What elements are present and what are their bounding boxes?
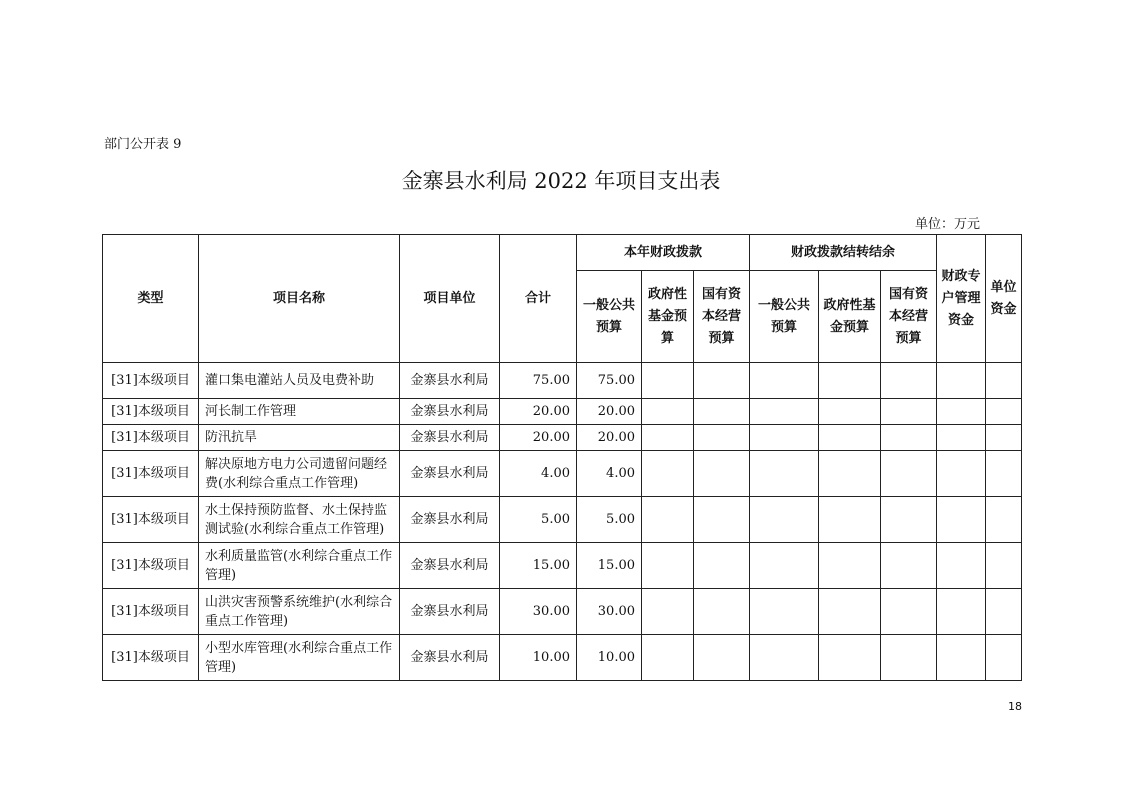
row-total: 5.00 [500, 497, 577, 543]
project-expenditure-table [102, 234, 1022, 681]
row-type: [31]本级项目 [103, 543, 199, 589]
row-general-public: 4.00 [577, 451, 642, 497]
row-general-public: 20.00 [577, 399, 642, 425]
row-project-unit: 金寨县水利局 [400, 363, 500, 399]
row-empty-cell [750, 635, 819, 681]
row-empty-cell [881, 425, 937, 451]
row-project-name: 小型水库管理(水利综合重点工作管理) [199, 635, 400, 681]
header-project-unit: 项目单位 [400, 235, 500, 363]
row-empty-cell [986, 589, 1022, 635]
row-empty-cell [819, 363, 881, 399]
header-carryover: 财政拨款结转结余 [750, 235, 937, 271]
header-type: 类型 [103, 235, 199, 363]
row-empty-cell [937, 451, 986, 497]
row-empty-cell [694, 399, 750, 425]
table-row [103, 363, 1022, 399]
row-empty-cell [819, 543, 881, 589]
row-empty-cell [937, 363, 986, 399]
row-project-unit: 金寨县水利局 [400, 425, 500, 451]
row-empty-cell [819, 589, 881, 635]
row-empty-cell [881, 363, 937, 399]
row-total: 4.00 [500, 451, 577, 497]
row-total: 20.00 [500, 425, 577, 451]
row-empty-cell [750, 589, 819, 635]
row-empty-cell [750, 425, 819, 451]
row-empty-cell [819, 635, 881, 681]
row-empty-cell [642, 589, 694, 635]
row-empty-cell [642, 399, 694, 425]
row-empty-cell [694, 425, 750, 451]
header-general-public-budget: 一般公共预算 [577, 271, 642, 363]
row-empty-cell [819, 497, 881, 543]
row-empty-cell [819, 425, 881, 451]
row-empty-cell [881, 543, 937, 589]
table-row [103, 543, 1022, 589]
row-type: [31]本级项目 [103, 363, 199, 399]
row-project-unit: 金寨县水利局 [400, 543, 500, 589]
row-general-public: 5.00 [577, 497, 642, 543]
row-empty-cell [642, 543, 694, 589]
row-type: [31]本级项目 [103, 497, 199, 543]
header-special-account-funds: 财政专户管理资金 [937, 235, 986, 363]
row-empty-cell [986, 399, 1022, 425]
row-total: 20.00 [500, 399, 577, 425]
row-general-public: 10.00 [577, 635, 642, 681]
row-empty-cell [750, 497, 819, 543]
row-empty-cell [881, 635, 937, 681]
row-empty-cell [881, 589, 937, 635]
header-carryover-gov-fund-budget: 政府性基金预算 [819, 271, 881, 363]
row-general-public: 15.00 [577, 543, 642, 589]
row-project-unit: 金寨县水利局 [400, 635, 500, 681]
header-gov-fund-budget: 政府性基金预算 [642, 271, 694, 363]
row-general-public: 75.00 [577, 363, 642, 399]
row-empty-cell [986, 363, 1022, 399]
row-empty-cell [986, 451, 1022, 497]
row-project-name: 解决原地方电力公司遗留问题经费(水利综合重点工作管理) [199, 451, 400, 497]
row-empty-cell [881, 497, 937, 543]
row-empty-cell [694, 635, 750, 681]
row-empty-cell [986, 497, 1022, 543]
row-empty-cell [937, 543, 986, 589]
row-empty-cell [750, 543, 819, 589]
row-project-name: 河长制工作管理 [199, 399, 400, 425]
row-empty-cell [642, 425, 694, 451]
row-empty-cell [986, 543, 1022, 589]
row-empty-cell [642, 635, 694, 681]
header-carryover-general-public-budget: 一般公共预算 [750, 271, 819, 363]
row-empty-cell [642, 497, 694, 543]
header-carryover-state-capital-budget: 国有资本经营预算 [881, 271, 937, 363]
row-empty-cell [819, 399, 881, 425]
row-total: 30.00 [500, 589, 577, 635]
row-project-unit: 金寨县水利局 [400, 399, 500, 425]
row-empty-cell [819, 451, 881, 497]
row-empty-cell [937, 399, 986, 425]
table-row [103, 497, 1022, 543]
row-empty-cell [937, 635, 986, 681]
row-type: [31]本级项目 [103, 399, 199, 425]
row-project-unit: 金寨县水利局 [400, 497, 500, 543]
header-total: 合计 [500, 235, 577, 363]
header-project-name: 项目名称 [199, 235, 400, 363]
row-project-name: 水利质量监管(水利综合重点工作管理) [199, 543, 400, 589]
row-empty-cell [694, 363, 750, 399]
table-row [103, 635, 1022, 681]
row-empty-cell [750, 363, 819, 399]
row-total: 75.00 [500, 363, 577, 399]
row-empty-cell [642, 363, 694, 399]
row-empty-cell [750, 399, 819, 425]
row-empty-cell [937, 425, 986, 451]
unit-label: 单位：万元 [915, 217, 981, 232]
table-row [103, 425, 1022, 451]
row-total: 15.00 [500, 543, 577, 589]
header-current-year-appropriation: 本年财政拨款 [577, 235, 750, 271]
row-type: [31]本级项目 [103, 451, 199, 497]
header-state-capital-budget: 国有资本经营预算 [694, 271, 750, 363]
page-number: 18 [1008, 700, 1022, 713]
row-total: 10.00 [500, 635, 577, 681]
row-empty-cell [881, 399, 937, 425]
page-title: 金寨县水利局 2022 年项目支出表 [401, 169, 721, 193]
table-row [103, 589, 1022, 635]
row-project-unit: 金寨县水利局 [400, 451, 500, 497]
row-project-name: 防汛抗旱 [199, 425, 400, 451]
row-empty-cell [750, 451, 819, 497]
row-empty-cell [937, 497, 986, 543]
row-empty-cell [986, 635, 1022, 681]
header-unit-funds: 单位资金 [986, 235, 1022, 363]
table-row [103, 451, 1022, 497]
row-empty-cell [881, 451, 937, 497]
row-type: [31]本级项目 [103, 425, 199, 451]
row-empty-cell [937, 589, 986, 635]
row-general-public: 20.00 [577, 425, 642, 451]
row-type: [31]本级项目 [103, 635, 199, 681]
row-project-name: 山洪灾害预警系统维护(水利综合重点工作管理) [199, 589, 400, 635]
row-empty-cell [694, 589, 750, 635]
row-general-public: 30.00 [577, 589, 642, 635]
row-empty-cell [694, 497, 750, 543]
row-project-name: 水土保持预防监督、水土保持监测试验(水利综合重点工作管理) [199, 497, 400, 543]
row-empty-cell [694, 451, 750, 497]
row-type: [31]本级项目 [103, 589, 199, 635]
row-project-name: 灌口集电灌站人员及电费补助 [199, 363, 400, 399]
row-empty-cell [986, 425, 1022, 451]
table-row [103, 399, 1022, 425]
table-number-label: 部门公开表 9 [104, 137, 182, 152]
row-empty-cell [642, 451, 694, 497]
row-empty-cell [694, 543, 750, 589]
row-project-unit: 金寨县水利局 [400, 589, 500, 635]
